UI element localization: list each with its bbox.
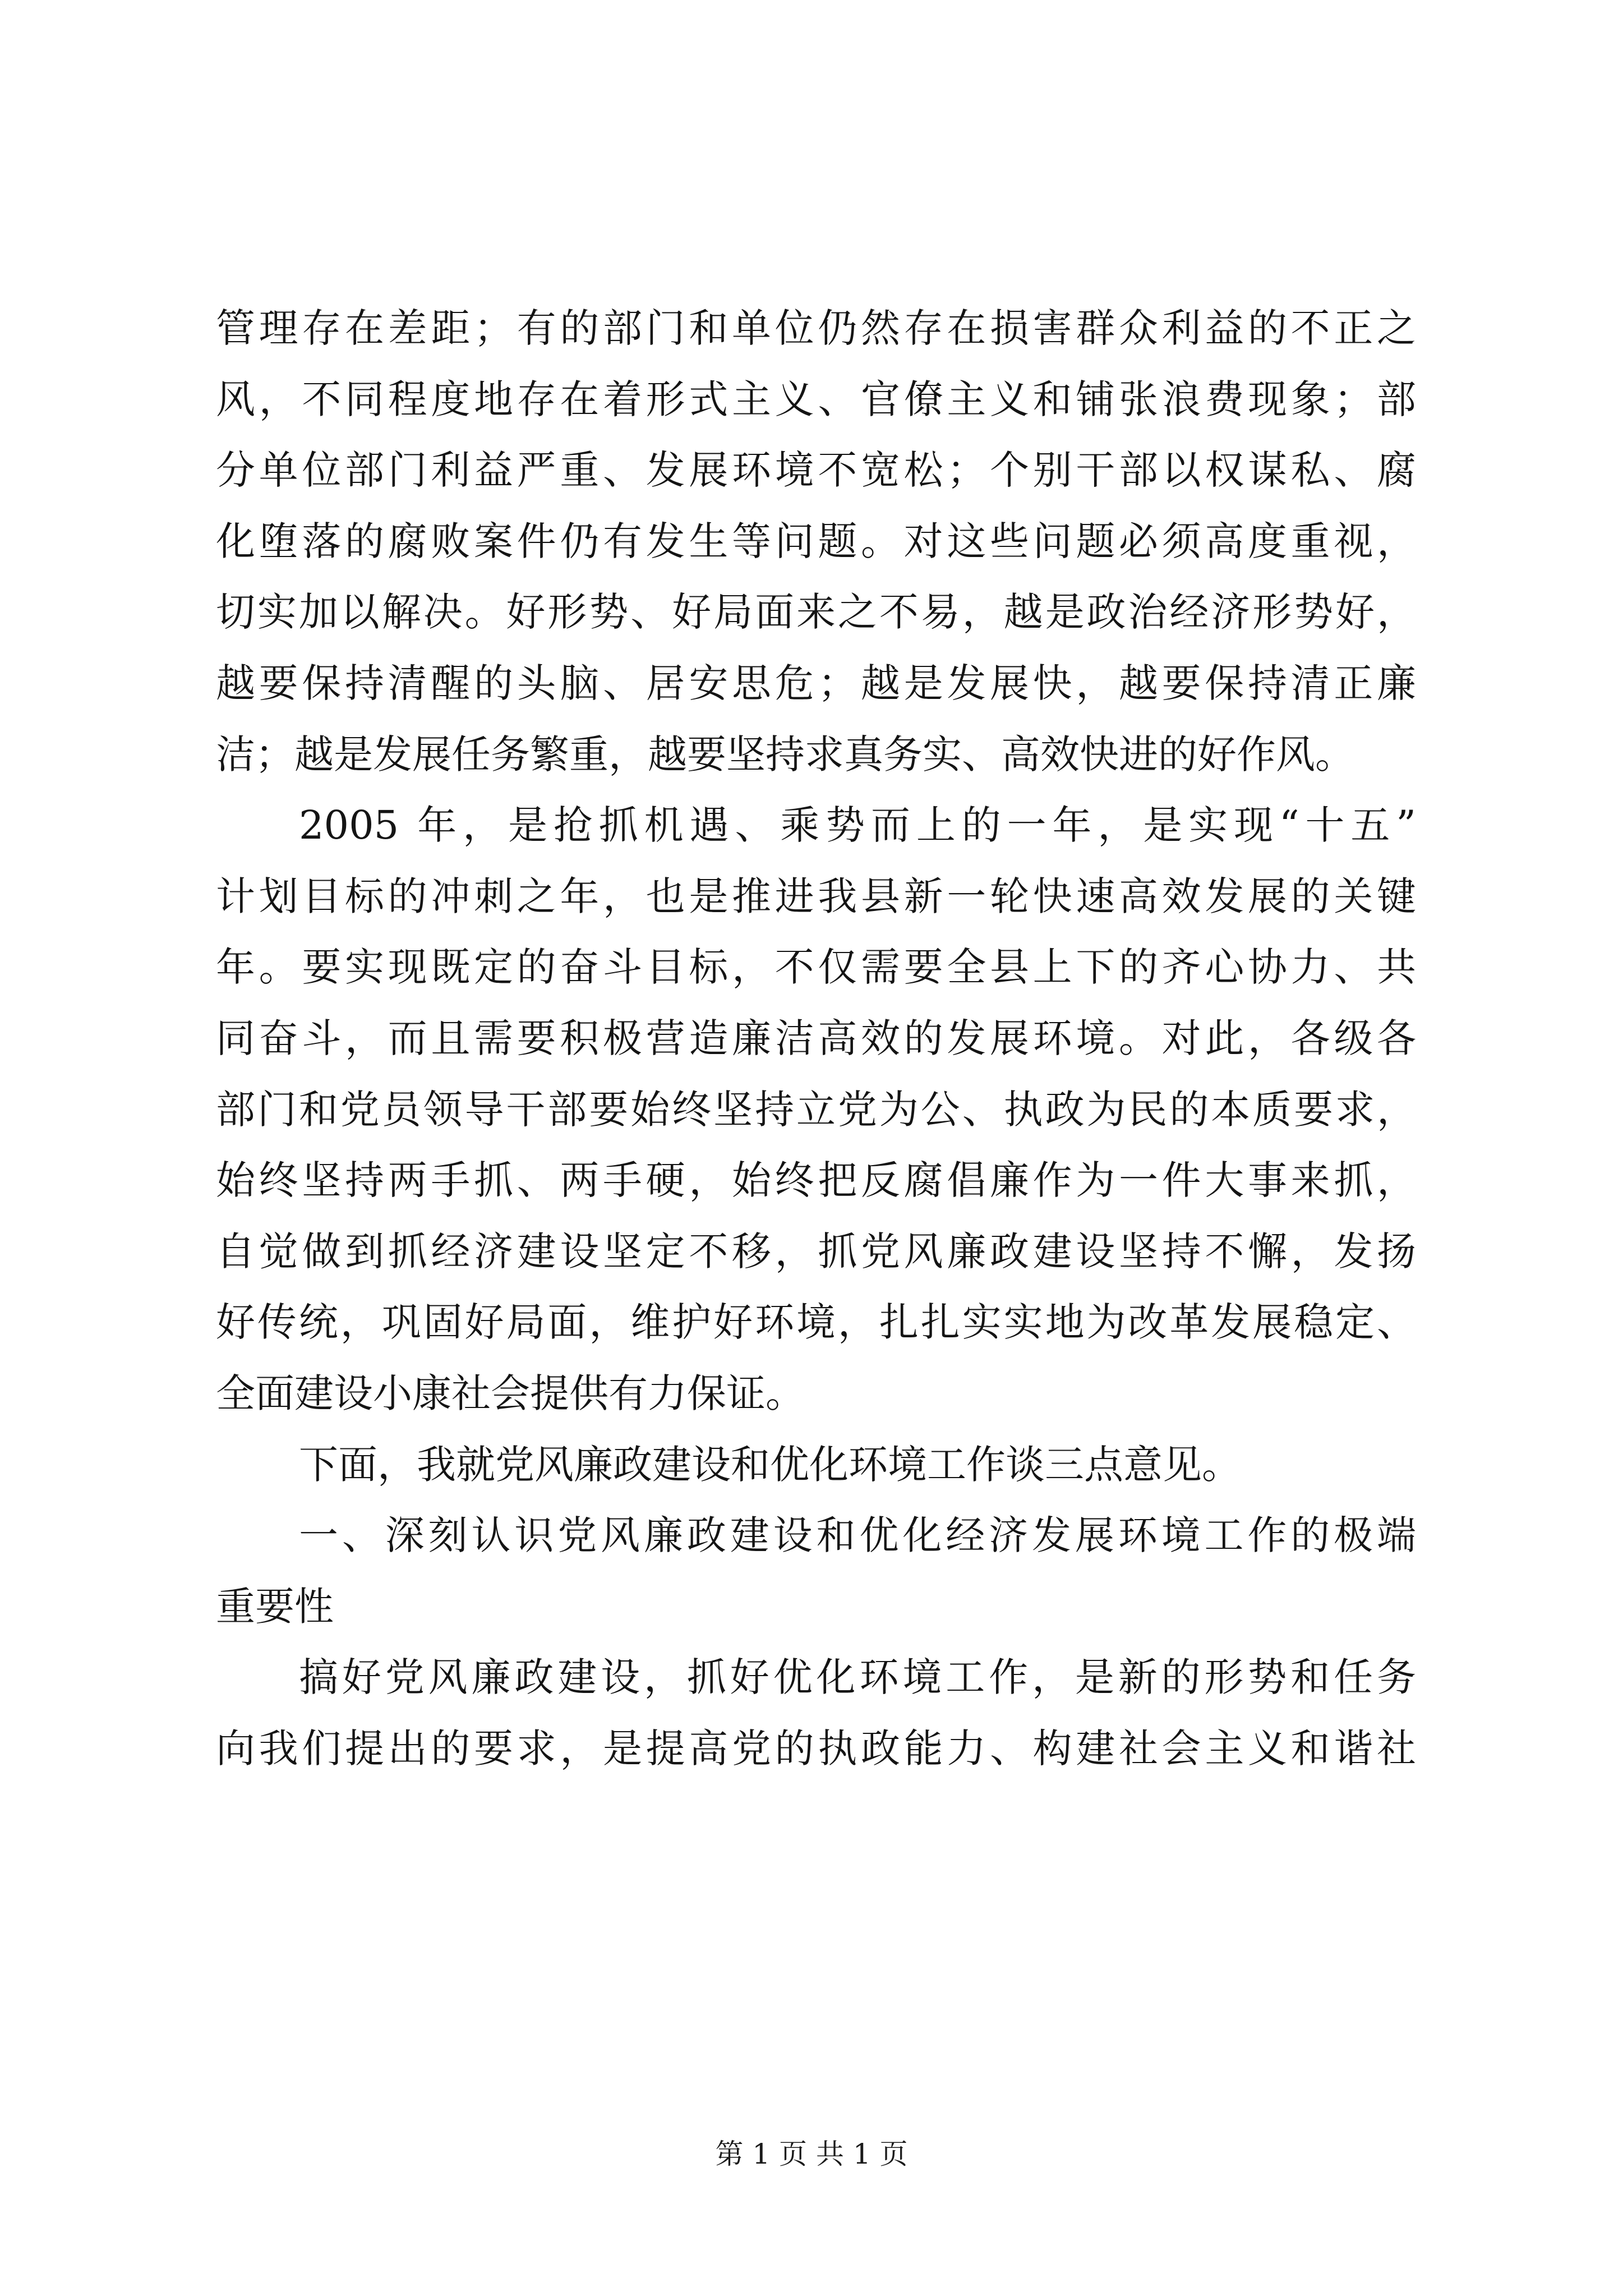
text-line: 化堕落的腐败案件仍有发生等问题。对这些问题必须高度重视， bbox=[216, 518, 1416, 564]
text-line: 切实加以解决。好形势、好局面来之不易，越是政治经济形势好， bbox=[216, 589, 1416, 636]
text-line: 越要保持清醒的头脑、居安思危；越是发展快，越要保持清正廉 bbox=[216, 660, 1416, 706]
document-body bbox=[216, 293, 1416, 1784]
text-line: 一、深刻认识党风廉政建设和优化经济发展环境工作的极端 bbox=[299, 1512, 1416, 1559]
text-line: 洁；越是发展任务繁重，越要坚持求真务实、高效快进的好作风。 bbox=[216, 731, 1354, 777]
page-footer: 第 1 页 共 1 页 bbox=[715, 2138, 908, 2170]
text-line: 自觉做到抓经济建设坚定不移，抓党风廉政建设坚持不懈，发扬 bbox=[216, 1228, 1416, 1274]
text-line: 同奋斗，而且需要积极营造廉洁高效的发展环境。对此，各级各 bbox=[216, 1015, 1416, 1061]
text-line: 全面建设小康社会提供有力保证。 bbox=[216, 1370, 805, 1416]
text-line: 好传统，巩固好局面，维护好环境，扎扎实实地为改革发展稳定、 bbox=[216, 1299, 1416, 1346]
text-line: 搞好党风廉政建设，抓好优化环境工作，是新的形势和任务 bbox=[299, 1654, 1416, 1701]
text-line: 重要性 bbox=[216, 1583, 334, 1630]
text-line: 下面，我就党风廉政建设和优化环境工作谈三点意见。 bbox=[299, 1441, 1241, 1488]
text-line: 向我们提出的要求，是提高党的执政能力、构建社会主义和谐社 bbox=[216, 1725, 1416, 1772]
text-line: 年。要实现既定的奋斗目标，不仅需要全县上下的齐心协力、共 bbox=[216, 944, 1416, 991]
text-line: 始终坚持两手抓、两手硬，始终把反腐倡廉作为一件大事来抓， bbox=[216, 1157, 1416, 1204]
text-line: 风，不同程度地存在着形式主义、官僚主义和铺张浪费现象；部 bbox=[216, 376, 1416, 422]
text-line: 管理存在差距；有的部门和单位仍然存在损害群众利益的不正之 bbox=[216, 305, 1416, 351]
text-line: 分单位部门利益严重、发展环境不宽松；个别干部以权谋私、腐 bbox=[216, 447, 1416, 494]
text-line: 部门和党员领导干部要始终坚持立党为公、执政为民的本质要求， bbox=[216, 1086, 1416, 1133]
text-line: 2005 年，是抢抓机遇、乘势而上的一年，是实现“十五” bbox=[299, 802, 1416, 849]
text-line: 计划目标的冲刺之年，也是推进我县新一轮快速高效发展的关键 bbox=[216, 873, 1416, 919]
